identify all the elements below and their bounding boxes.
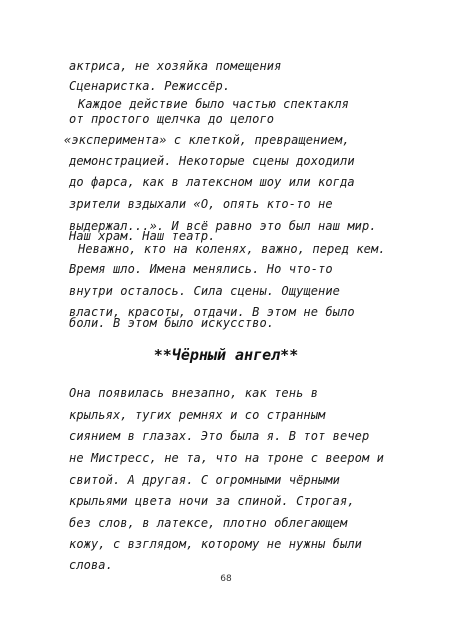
paragraph-line: крыльями цвета ночи за спиной. Строгая, — [69, 494, 355, 508]
paragraph-line: Каждое действие было частью спектакля — [78, 97, 350, 111]
paragraph-line: сиянием в глазах. Это была я. В тот вечер — [69, 429, 370, 443]
paragraph-line: Неважно, кто на коленях, важно, перед кем. — [78, 242, 386, 256]
paragraph-line: выдержал...». И всё равно это был наш мир. — [69, 219, 377, 233]
paragraph-line: демонстрацией. Некоторые сцены доходили — [69, 154, 355, 168]
paragraph-line: крыльях, тугих ремнях и со странным — [69, 408, 326, 422]
paragraph-line: «эксперимента» с клеткой, превращением, — [64, 133, 350, 147]
paragraph-line: внутри осталось. Сила сцены. Ощущение — [69, 284, 341, 298]
paragraph-line: от простого щелчка до целого — [69, 112, 275, 126]
paragraph-line: до фарса, как в латексном шоу или когда — [69, 175, 355, 189]
page-number: 68 — [220, 574, 232, 584]
paragraph-line: кожу, с взглядом, которому не нужны были — [69, 537, 362, 551]
paragraph-line: свитой. А другая. С огромными чёрными — [69, 473, 341, 487]
paragraph-line: Наш храм. Наш театр. — [69, 229, 216, 243]
paragraph-line: зрители вздыхали «О, опять кто-то не — [69, 197, 333, 211]
paragraph-line: Сценаристка. Режиссёр. — [69, 79, 231, 93]
paragraph-line: актриса, не хозяйка помещения — [69, 59, 282, 73]
paragraph-line: без слов, в латексе, плотно облегающем — [69, 516, 348, 530]
paragraph-line: боли. В этом было искусство. — [69, 316, 275, 330]
paragraph-line: Она появилась внезапно, как тень в — [69, 386, 319, 400]
section-heading: **Чёрный ангел** — [153, 346, 299, 364]
paragraph-line: Время шло. Имена менялись. Но что-то — [69, 262, 333, 276]
paragraph-line: власти, красоты, отдачи. В этом не было — [69, 305, 355, 319]
paragraph-line: слова. — [69, 558, 113, 572]
paragraph-line: не Мистресс, не та, что на троне с веером и — [69, 451, 384, 465]
